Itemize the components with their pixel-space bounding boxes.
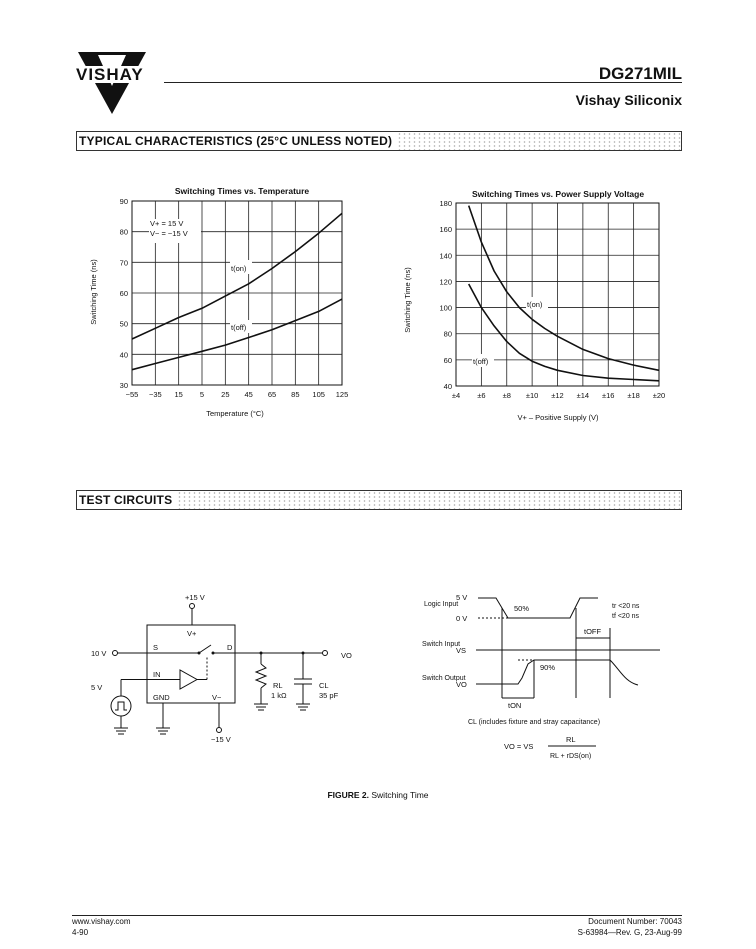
company-name: Vishay Siliconix <box>575 92 682 108</box>
x-tick-label: 65 <box>267 390 277 399</box>
footer-page: 4-90 <box>72 928 89 937</box>
circuit-v-in: 10 V <box>91 649 107 658</box>
circuit-pin-vminus: V− <box>212 693 222 702</box>
x-tick-label: 45 <box>244 390 253 399</box>
y-tick-label: 30 <box>119 381 128 390</box>
timing-50pct: 50% <box>514 604 530 613</box>
section-test-bar <box>76 490 682 510</box>
circuit-pin-in: IN <box>153 670 161 679</box>
footer-doc-number: Document Number: 70043 <box>588 917 682 926</box>
chart-temp-toff-label: t(off) <box>231 323 247 332</box>
footer-rule <box>72 915 682 916</box>
chart-temp-ton-label: t(on) <box>231 264 247 273</box>
circuit-rl: RL <box>273 681 283 690</box>
x-tick-label: ±10 <box>525 391 539 400</box>
chart-temp-title: Switching Times vs. Temperature <box>174 186 310 196</box>
timing-ton: tON <box>508 701 522 710</box>
chart-temp-annotation-vplus: V+ = 15 V <box>150 219 184 228</box>
timing-toff: tOFF <box>584 627 602 636</box>
timing-5v: 5 V <box>456 593 468 602</box>
footer-website: www.vishay.com <box>72 917 131 926</box>
chart-temp <box>80 180 355 420</box>
x-tick-label: 25 <box>221 390 230 399</box>
circuit-vo: VO <box>341 651 352 660</box>
section-typical-title: TYPICAL CHARACTERISTICS (25°C UNLESS NOTED) <box>77 132 396 150</box>
y-tick-label: 70 <box>119 258 128 268</box>
chart-supply-series <box>469 206 659 381</box>
section-typical-bar <box>76 131 682 151</box>
series-line-toff <box>469 284 659 381</box>
switching-test-circuit <box>85 588 375 750</box>
timing-switch-output: Switch Output <box>422 675 466 682</box>
x-tick-label: ±16 <box>602 391 615 400</box>
figure-caption-text: Switching Time <box>371 790 429 800</box>
chart-supply <box>400 180 680 425</box>
y-tick-label: 80 <box>443 329 452 339</box>
y-tick-label: 40 <box>119 350 128 360</box>
circuit-pin-s: S <box>153 643 159 652</box>
chart-temp-ylabel: Switching Time (ns) <box>89 259 98 325</box>
timing-tf: tf <20 ns <box>612 613 640 620</box>
x-tick-label: ±4 <box>451 391 461 400</box>
x-tick-label: 105 <box>312 390 325 399</box>
y-tick-label: 160 <box>439 225 452 235</box>
chart-supply-toff-label: t(off) <box>473 357 489 366</box>
y-tick-label: 120 <box>439 277 452 287</box>
y-tick-label: 180 <box>439 199 452 208</box>
chart-supply-xlabel: V+ – Positive Supply (V) <box>517 413 599 422</box>
y-tick-label: 100 <box>439 303 452 313</box>
chart-supply-y-ticks <box>439 199 452 391</box>
x-tick-label: ±8 <box>502 391 511 400</box>
timing-eq-lhs: VO = VS <box>504 742 534 751</box>
vishay-logo <box>72 50 152 116</box>
chart-temp-xlabel: Temperature (°C) <box>206 409 264 418</box>
x-tick-label: −55 <box>125 390 139 399</box>
y-tick-label: 50 <box>119 319 128 329</box>
circuit-vplus: +15 V <box>185 593 205 602</box>
circuit-vminus: −15 V <box>211 735 231 744</box>
timing-eq-numerator: RL <box>566 735 576 744</box>
timing-vs: VS <box>456 646 467 655</box>
section-test-title: TEST CIRCUITS <box>77 491 176 509</box>
logo-text: VISHAY <box>76 65 144 84</box>
chart-temp-annotation-vminus: V− = −15 V <box>150 229 188 238</box>
figure-caption <box>0 790 756 800</box>
y-tick-label: 140 <box>439 251 452 261</box>
x-tick-label: 85 <box>291 390 300 399</box>
y-tick-label: 60 <box>443 355 452 365</box>
chart-temp-y-ticks <box>120 197 128 390</box>
timing-tr: tr <20 ns <box>612 603 640 610</box>
chart-supply-ylabel: Switching Time (ns) <box>403 267 412 333</box>
x-tick-label: 15 <box>174 390 183 399</box>
chart-supply-ton-label: t(on) <box>527 300 543 309</box>
y-tick-label: 80 <box>119 227 128 237</box>
x-tick-label: ±14 <box>576 391 590 400</box>
circuit-v-src: 5 V <box>91 683 103 692</box>
circuit-pin-gnd: GND <box>153 693 170 702</box>
y-tick-label: 90 <box>119 197 128 206</box>
chart-supply-x-ticks <box>452 391 665 400</box>
circuit-rl-value: 1 kΩ <box>271 691 287 700</box>
switching-timing-diagram <box>420 588 682 773</box>
timing-eq-denominator: RL + rDS(on) <box>550 753 592 760</box>
x-tick-label: ±20 <box>652 391 666 400</box>
x-tick-label: 125 <box>335 390 349 399</box>
x-tick-label: ±18 <box>627 391 640 400</box>
y-tick-label: 60 <box>119 289 128 298</box>
circuit-pin-vplus: V+ <box>187 629 197 638</box>
series-line-toff <box>132 299 342 370</box>
timing-vo: VO <box>456 680 467 689</box>
circuit-cl: CL <box>319 681 329 690</box>
timing-0v: 0 V <box>456 614 468 623</box>
timing-switch-input: Switch Input <box>422 641 461 648</box>
timing-logic-input: Logic Input <box>424 601 459 608</box>
x-tick-label: −35 <box>148 390 162 399</box>
figure-caption-label: FIGURE 2. <box>327 790 369 800</box>
x-tick-label: ±12 <box>551 391 564 400</box>
chart-temp-x-ticks <box>126 390 349 399</box>
part-number: DG271MIL <box>598 64 682 83</box>
timing-cl-note: CL (includes fixture and stray capacitance) <box>468 719 601 726</box>
x-tick-label: 5 <box>199 390 205 399</box>
circuit-pin-d: D <box>227 643 233 652</box>
circuit-cl-value: 35 pF <box>319 691 339 700</box>
footer-revision: S-63984—Rev. G, 23-Aug-99 <box>577 928 682 937</box>
timing-90pct: 90% <box>540 663 556 672</box>
chart-supply-title: Switching Times vs. Power Supply Voltage <box>471 189 645 199</box>
x-tick-label: ±6 <box>477 391 486 400</box>
series-line-ton <box>469 206 659 371</box>
y-tick-label: 40 <box>443 382 452 391</box>
